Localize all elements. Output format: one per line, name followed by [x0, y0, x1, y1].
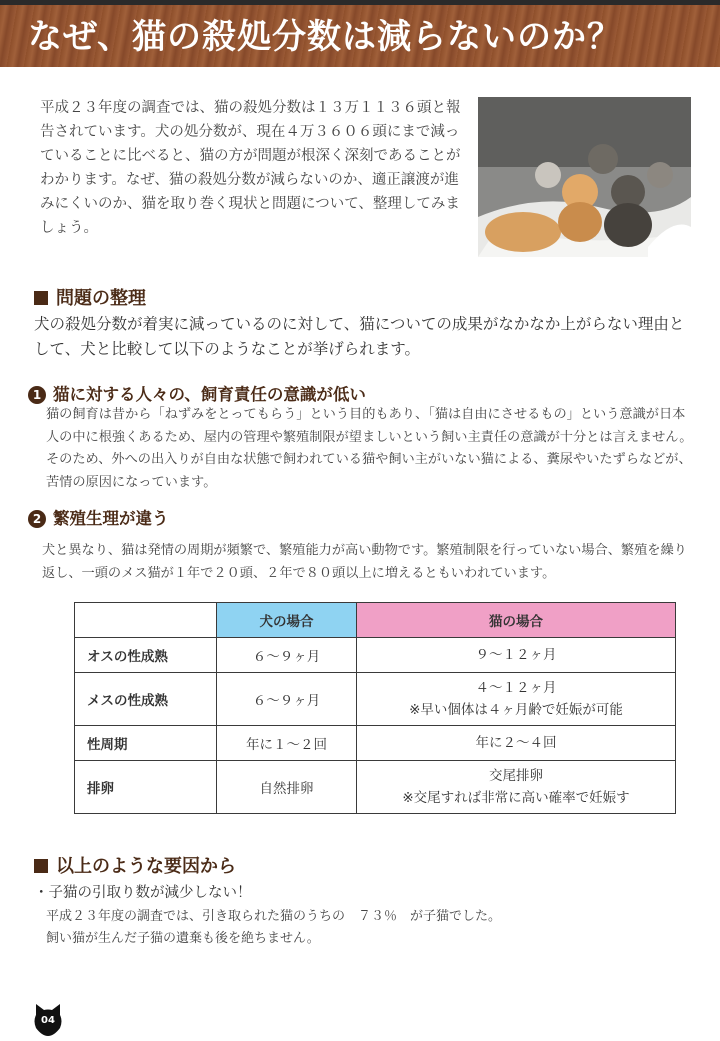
- table-row: [75, 761, 676, 814]
- number-1-icon: 1: [28, 386, 46, 404]
- page-number-badge: [33, 1003, 63, 1037]
- kittens-photo: [478, 97, 691, 257]
- row-label: 排卵: [75, 761, 217, 814]
- point1-heading: 1 猫に対する人々の、飼育責任の意識が低い: [28, 381, 366, 405]
- point1-text: 猫の飼育は昔から「ねずみをとってもらう」という目的もあり、「猫は自由にさせるもの」という意識が日本人の中に根強くあるため、屋内の管理や繁殖制限が望ましいという飼い主責任の意識が十分とは言えません。そのため、外への出入りが自由な状態で飼われている猫や飼い主がいない猫による、糞尿やいたずらなどが、苦情の原因になっています。: [46, 407, 693, 490]
- section-heading-factors: 以上のような要因から: [34, 852, 236, 878]
- table-header-blank: [75, 603, 217, 638]
- cat-cell: ９〜１２ヶ月: [357, 638, 676, 673]
- row-label: 性周期: [75, 726, 217, 761]
- dog-cell: ６〜９ヶ月: [217, 673, 357, 726]
- page-title: なぜ、猫の殺処分数は減らないのか？: [28, 17, 622, 57]
- section-problems-text: 犬の殺処分数が着実に減っているのに対して、猫についての成果がなかなか上がらない理由として、犬と比較して以下のようなことが挙げられます。: [34, 315, 685, 358]
- section-heading-problems: 問題の整理: [34, 284, 146, 310]
- dog-cell: 年に１〜２回: [217, 726, 357, 761]
- dog-cell: ６〜９ヶ月: [217, 638, 357, 673]
- table-row: [75, 726, 676, 761]
- dog-cell: 自然排卵: [217, 761, 357, 814]
- square-bullet-icon: [34, 291, 48, 305]
- table-row: [75, 638, 676, 673]
- table-header-row: [75, 603, 676, 638]
- title-banner: [0, 5, 720, 67]
- note-text: 平成２３年度の調査では、引き取られた猫のうちの ７３％ が子猫でした。 飼い猫が生んだ子猫の遺棄も後を絶ちません。: [46, 909, 502, 946]
- table-header-cat: 猫の場合: [357, 603, 676, 638]
- cat-cell: 交尾排卵 ※交尾すれば非常に高い確率で妊娠す: [357, 761, 676, 814]
- comparison-table: [74, 602, 676, 814]
- page-number: 04: [41, 1015, 55, 1026]
- row-label: オスの性成熟: [75, 638, 217, 673]
- bullet-point: ・子猫の引取り数が減少しない！: [34, 885, 252, 901]
- intro-paragraph: 平成２３年度の調査では、猫の殺処分数は１３万１１３６頭と報告されています。犬の処分数が、現在４万３６０６頭にまで減っていることに比べると、猫の方が問題が根深く深刻であることがわかります。なぜ、猫の殺処分数が減らないのか、適正譲渡が進みにくいのか、猫を取り巻く現状と問題について、整理してみましょう。: [40, 100, 461, 236]
- point2-heading: 2 繁殖生理が違う: [28, 505, 169, 529]
- square-bullet-icon: [34, 859, 48, 873]
- row-label: メスの性成熟: [75, 673, 217, 726]
- cat-cell: 年に２〜４回: [357, 726, 676, 761]
- table-header-dog: 犬の場合: [217, 603, 357, 638]
- number-2-icon: 2: [28, 510, 46, 528]
- cat-cell: ４〜１２ヶ月 ※早い個体は４ヶ月齢で妊娠が可能: [357, 673, 676, 726]
- point2-text: 犬と異なり、猫は発情の周期が頻繁で、繁殖能力が高い動物です。繁殖制限を行っていない場合、繁殖を繰り返し、一頭のメス猫が１年で２０頭、２年で８０頭以上に増えるともいわれています。: [42, 543, 687, 581]
- table-row: [75, 673, 676, 726]
